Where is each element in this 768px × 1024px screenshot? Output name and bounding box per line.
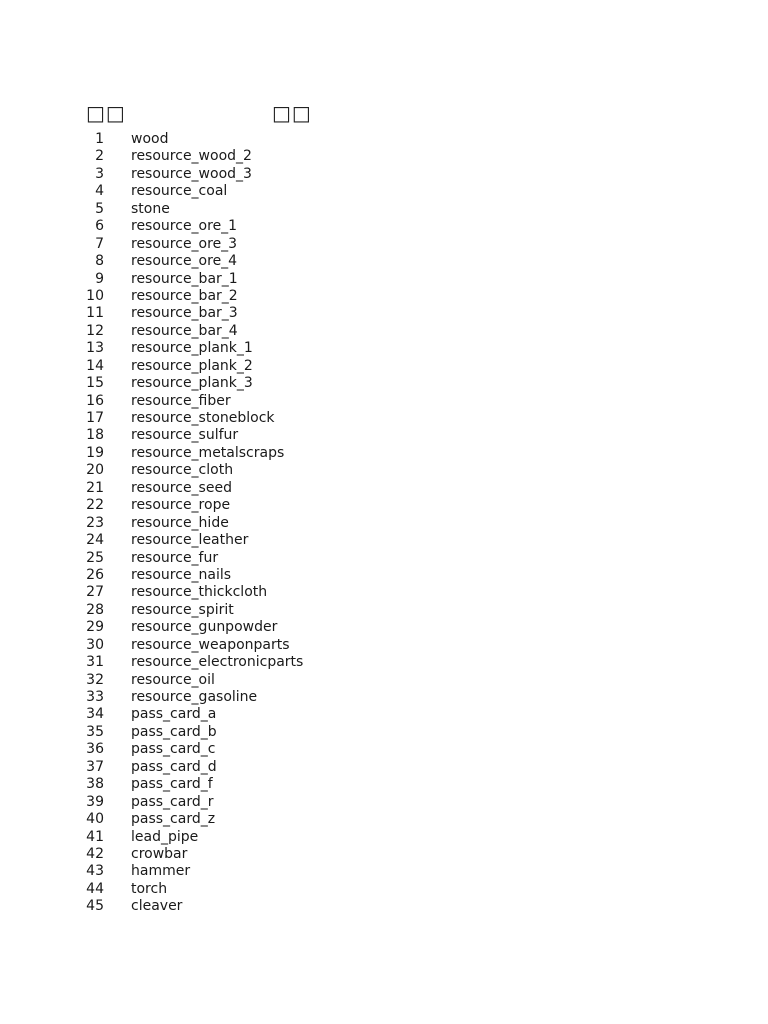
item-number: 37 <box>86 758 104 775</box>
list-item <box>0 776 768 793</box>
item-number: 1 <box>95 131 104 147</box>
item-name: pass_card_f <box>131 776 213 793</box>
list-item <box>0 480 768 497</box>
item-number: 33 <box>86 689 104 705</box>
item-name: resource_ore_1 <box>131 218 238 235</box>
item-name: resource_metalscraps <box>131 444 285 461</box>
item-name: resource_ore_3 <box>131 235 238 252</box>
list-item <box>0 689 768 706</box>
list-item <box>0 741 768 758</box>
list-item <box>0 515 768 532</box>
item-number: 13 <box>86 340 104 357</box>
item-number: 16 <box>86 392 104 409</box>
item-name: wood <box>131 131 169 147</box>
item-number: 42 <box>86 845 104 862</box>
list-item <box>0 183 768 200</box>
list-item <box>0 654 768 671</box>
item-name: resource_ore_4 <box>131 253 238 270</box>
list-item <box>0 672 768 689</box>
item-name: pass_card_d <box>131 758 217 775</box>
list-item <box>0 305 768 322</box>
item-name: hammer <box>131 863 191 880</box>
item-name: resource_rope <box>131 497 231 514</box>
list-item <box>0 148 768 165</box>
list-item <box>0 550 768 567</box>
item-name: resource_plank_1 <box>131 340 253 357</box>
item-number: 39 <box>86 793 104 810</box>
item-number: 7 <box>95 235 104 252</box>
item-name: resource_bar_3 <box>131 305 238 322</box>
list-item <box>0 427 768 444</box>
item-name: resource_plank_2 <box>131 357 253 374</box>
item-number: 17 <box>86 410 104 426</box>
item-name: resource_gunpowder <box>131 619 278 636</box>
item-number: 21 <box>86 479 104 496</box>
item-name: resource_nails <box>131 566 232 583</box>
item-number: 14 <box>86 357 104 374</box>
list-item <box>0 236 768 253</box>
item-number: 6 <box>95 218 104 235</box>
item-name: resource_bar_1 <box>131 270 238 287</box>
item-name: resource_spirit <box>131 601 234 618</box>
number-column-header: □□ <box>86 101 126 125</box>
item-number: 23 <box>86 514 104 531</box>
item-number: 5 <box>95 200 104 217</box>
item-number: 3 <box>95 165 104 182</box>
item-name: lead_pipe <box>131 828 199 845</box>
item-name: pass_card_r <box>131 793 214 810</box>
item-number: 26 <box>86 566 104 583</box>
item-name: resource_bar_2 <box>131 287 238 304</box>
item-name: resource_bar_4 <box>131 322 238 339</box>
item-number: 25 <box>86 549 104 566</box>
list-item <box>0 706 768 723</box>
item-number: 12 <box>86 322 104 339</box>
list-item <box>0 271 768 288</box>
item-number: 29 <box>86 619 104 636</box>
list-item <box>0 881 768 898</box>
item-number: 41 <box>86 828 104 845</box>
item-number: 28 <box>86 601 104 618</box>
list-item <box>0 393 768 410</box>
item-number: 35 <box>86 723 104 740</box>
table-header <box>0 100 768 126</box>
item-name: resource_electronicparts <box>131 654 304 671</box>
item-name: resource_fur <box>131 549 219 566</box>
list-item <box>0 288 768 305</box>
list-item <box>0 532 768 549</box>
item-name: resource_coal <box>131 183 228 200</box>
list-item <box>0 323 768 340</box>
item-name: resource_wood_2 <box>131 148 252 165</box>
list-item <box>0 497 768 514</box>
list-item <box>0 218 768 235</box>
item-number: 38 <box>86 776 104 793</box>
item-number: 27 <box>86 584 104 601</box>
item-name: resource_weaponparts <box>131 636 290 653</box>
item-number: 30 <box>86 636 104 653</box>
list-item <box>0 584 768 601</box>
item-name: resource_cloth <box>131 462 234 479</box>
item-name: crowbar <box>131 845 188 862</box>
item-number: 31 <box>86 654 104 671</box>
item-name: resource_hide <box>131 514 229 531</box>
item-name: resource_stoneblock <box>131 410 275 426</box>
list-item <box>0 462 768 479</box>
item-number: 34 <box>86 706 104 723</box>
item-name: resource_sulfur <box>131 427 239 444</box>
list-item <box>0 724 768 741</box>
list-item <box>0 811 768 828</box>
list-item <box>0 166 768 183</box>
list-item <box>0 898 768 915</box>
list-item <box>0 794 768 811</box>
item-name: pass_card_c <box>131 741 216 758</box>
item-name: pass_card_b <box>131 723 217 740</box>
item-list <box>0 131 768 916</box>
item-number: 19 <box>86 444 104 461</box>
item-number: 40 <box>86 811 104 828</box>
item-name: resource_wood_3 <box>131 165 252 182</box>
list-item <box>0 358 768 375</box>
item-number: 9 <box>95 270 104 287</box>
item-number: 44 <box>86 880 104 897</box>
name-column-header: □□ <box>272 101 312 125</box>
item-number: 4 <box>95 183 104 200</box>
item-name: resource_leather <box>131 532 249 549</box>
item-name: pass_card_z <box>131 811 216 828</box>
item-number: 15 <box>86 375 104 392</box>
list-item <box>0 567 768 584</box>
item-number: 32 <box>86 671 104 688</box>
list-item <box>0 201 768 218</box>
list-item <box>0 131 768 148</box>
list-item <box>0 410 768 427</box>
item-name: stone <box>131 200 170 217</box>
item-number: 36 <box>86 741 104 758</box>
list-item <box>0 602 768 619</box>
list-item <box>0 829 768 846</box>
list-item <box>0 340 768 357</box>
item-number: 20 <box>86 462 104 479</box>
item-number: 8 <box>95 253 104 270</box>
item-number: 43 <box>86 863 104 880</box>
list-item <box>0 863 768 880</box>
item-name: resource_seed <box>131 479 232 496</box>
item-number: 18 <box>86 427 104 444</box>
item-number: 2 <box>95 148 104 165</box>
item-name: pass_card_a <box>131 706 217 723</box>
item-number: 11 <box>86 305 104 322</box>
item-name: torch <box>131 880 168 897</box>
item-name: resource_fiber <box>131 392 231 409</box>
item-name: resource_gasoline <box>131 689 258 705</box>
list-item <box>0 445 768 462</box>
item-name: cleaver <box>131 898 183 915</box>
item-number: 24 <box>86 532 104 549</box>
list-item <box>0 375 768 392</box>
item-name: resource_thickcloth <box>131 584 268 601</box>
item-name: resource_oil <box>131 671 215 688</box>
item-number: 10 <box>86 287 104 304</box>
list-item <box>0 637 768 654</box>
list-item <box>0 253 768 270</box>
item-name: resource_plank_3 <box>131 375 253 392</box>
list-item <box>0 846 768 863</box>
item-number: 45 <box>86 898 104 915</box>
list-item <box>0 759 768 776</box>
item-number: 22 <box>86 497 104 514</box>
list-item <box>0 619 768 636</box>
